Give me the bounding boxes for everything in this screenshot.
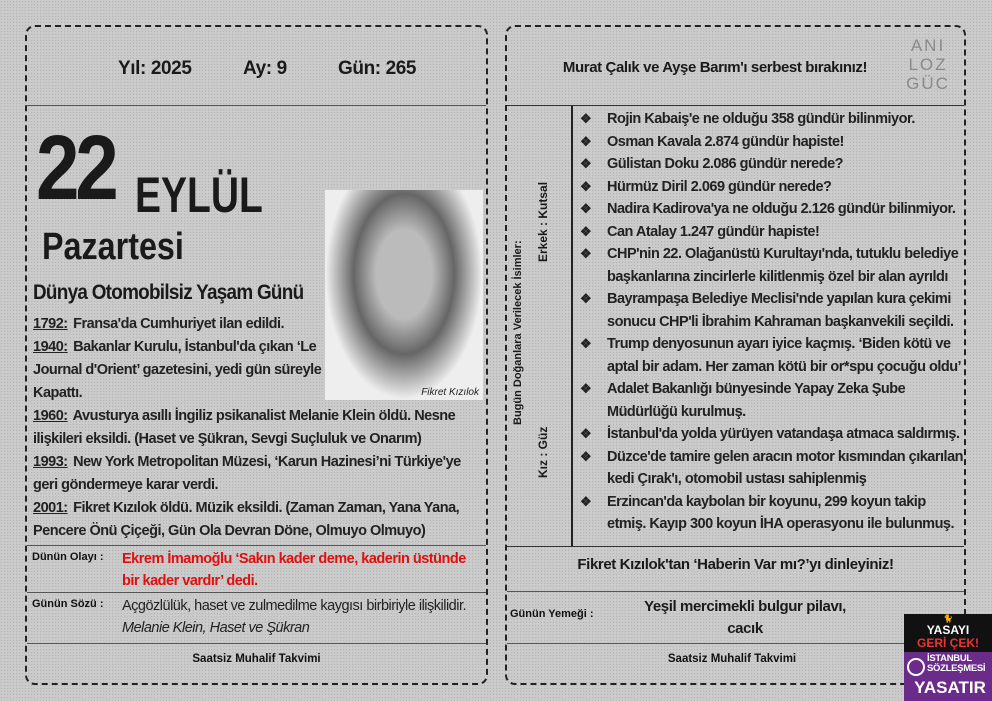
portrait-photo <box>325 190 483 400</box>
header-message: Murat Çalık ve Ayşe Barım'ı serbest bırakınız! <box>562 59 868 76</box>
bullet-icon: ❖ <box>580 246 592 261</box>
divider <box>507 105 964 106</box>
news-item: ❖ Adalet Bakanlığı bünyesinde Yapay Zeka Şube Müdürlüğü kurulmuş. <box>572 378 965 423</box>
event-year: 2001: <box>33 500 68 516</box>
campaign-badge <box>904 614 992 701</box>
day-number: 22 <box>36 117 115 219</box>
event-text: Fikret Kızılok öldü. Müzik eksildi. (Zaman Zaman, Yana Yana, Pencere Önü Çiçeği, Gün Ola Devran Döne, Olmuyo Olmuyo) <box>33 500 460 539</box>
names-title: Bugün Doğanlara Verilecek İsimler: <box>512 240 524 425</box>
event-text: Bakanlar Kurulu, İstanbul'da çıkan ‘Le Journal d'Orient’ gazetesini, yedi gün süreyle Kapattı. <box>33 339 322 401</box>
photo-caption: Fikret Kızılok <box>421 387 479 398</box>
cat-dog-icon: 🐈 <box>943 614 953 623</box>
news-item: ❖ Gülistan Doku 2.086 gündür nerede? <box>572 153 965 176</box>
month-label: Ay: 9 <box>243 58 287 79</box>
bullet-icon: ❖ <box>580 493 592 509</box>
news-item: ❖ Osman Kavala 2.874 gündür hapiste! <box>572 131 965 154</box>
news-item: ❖ Rojin Kabaiş'e ne olduğu 358 gündür bilinmiyor. <box>572 108 965 131</box>
bullet-icon: ❖ <box>580 381 592 396</box>
divider <box>27 105 486 106</box>
male-name: Erkek : Kutsal <box>536 181 550 262</box>
yesterday-event: Ekrem İmamoğlu ‘Sakın kader deme, kaderin üstünde bir kader vardır’ dedi. <box>122 551 466 589</box>
bullet-icon: ❖ <box>580 111 592 126</box>
bullet-icon: ❖ <box>580 448 592 464</box>
venus-icon <box>907 658 925 676</box>
event-text: New York Metropolitan Müzesi, ‘Karun Hazinesi’ni Türkiye'ye geri göndermeye karar verdi. <box>33 454 461 493</box>
news-item: ❖ İstanbul'da yolda yürüyen vatandaşa atmaca saldırmış. <box>572 423 965 446</box>
divider <box>507 643 964 644</box>
event-1792 <box>33 313 333 336</box>
event-1960 <box>33 405 483 451</box>
event-text: Avusturya asıllı İngiliz psikanalist Melanie Klein öldü. Nesne ilişkileri eksildi. (Haset ve Şükran, Sevgi Suçluluk ve Onarım) <box>33 408 456 447</box>
event-1993 <box>33 451 483 497</box>
event-1940 <box>33 336 323 405</box>
bullet-icon: ❖ <box>580 133 592 149</box>
female-name: Kız : Güz <box>536 426 550 478</box>
badge-line2: GERİ ÇEK! <box>916 636 979 650</box>
meal-text: Yeşil mercimekli bulgur pilavı, cacık <box>644 598 846 637</box>
right-footer: Saatsiz Muhalif Takvimi <box>667 653 797 665</box>
day-of-year-label: Gün: 265 <box>338 58 417 79</box>
quote-source: Melanie Klein, Haset ve Şükran <box>122 620 310 636</box>
badge-line4: YASATIR <box>914 678 986 697</box>
divider <box>507 591 964 592</box>
event-year: 1792: <box>33 316 68 332</box>
meal-label: Günün Yemeği : <box>510 608 594 620</box>
news-item: ❖ Nadira Kadirova'ya ne olduğu 2.126 gündür bilinmiyor. <box>572 198 965 221</box>
news-item: ❖ Düzce'de tamire gelen aracın motor kısmından çıkarılan kedi Çırak'ı, otomobil ustası sahiplenmiş <box>572 446 965 491</box>
badge-line1: YASAYI <box>926 623 970 637</box>
month-name: EYLÜL <box>135 167 263 223</box>
news-item: ❖ Trump denyosunun ayarı iyice kaçmış. ‘Biden kötü ve aptal bir adam. Her zaman kötü bir or*spu çocuğu oldu’ <box>572 333 965 378</box>
bullet-icon: ❖ <box>580 223 592 239</box>
news-item: ❖ Erzincan'da kaybolan bir koyunu, 299 koyun takip etmiş. Kayıp 300 koyun İHA operasyonu ile bulunmuş. <box>572 491 965 536</box>
left-footer: Saatsiz Muhalif Takvimi <box>192 653 321 665</box>
event-year: 1960: <box>33 408 68 424</box>
news-item: ❖ Hürmüz Diril 2.069 gündür nerede? <box>572 176 965 199</box>
bullet-icon: ❖ <box>580 178 592 194</box>
event-year: 1940: <box>33 339 68 355</box>
weekday: Pazartesi <box>42 226 184 268</box>
bullet-icon: ❖ <box>580 336 592 351</box>
bullet-icon: ❖ <box>580 156 592 171</box>
music-note: Fikret Kızılok'tan ‘Haberin Var mı?’yı dinleyiniz! <box>577 556 894 573</box>
news-item: ❖ CHP'nin 22. Olağanüstü Kurultayı'nda, tutuklu belediye başkanlarına zincirlerle kilitlenmiş özel bir alan ayrıldı <box>572 243 965 288</box>
event-2001 <box>33 497 463 543</box>
divider <box>27 545 486 546</box>
special-day: Dünya Otomobilsiz Yaşam Günü <box>33 281 304 304</box>
quote <box>122 595 472 639</box>
divider <box>27 592 486 593</box>
divider <box>507 546 964 547</box>
event-text: Fransa'da Cumhuriyet ilan edildi. <box>73 316 285 332</box>
quote-text: Açgözlülük, haset ve zulmedilme kaygısı birbiriyle ilişkilidir. <box>122 598 467 614</box>
news-list <box>572 108 965 536</box>
quote-label: Günün Sözü : <box>32 598 104 610</box>
badge-line3: İSTANBUL SÖZLEŞMESİ <box>927 653 986 674</box>
event-year: 1993: <box>33 454 68 470</box>
year-label: Yıl: 2025 <box>118 58 192 79</box>
divider <box>27 643 486 644</box>
news-item: ❖ Can Atalay 1.247 gündür hapiste! <box>572 221 965 244</box>
news-item: ❖ Bayrampaşa Belediye Meclisi'nde yapılan kura çekimi sonucu CHP'li İbrahim Kahraman başkanvekili seçildi. <box>572 288 965 333</box>
bullet-icon: ❖ <box>580 426 592 441</box>
bullet-icon: ❖ <box>580 201 592 216</box>
bullet-icon: ❖ <box>580 291 592 306</box>
event-label: Dünün Olayı : <box>32 551 104 563</box>
logo: ANI LOZ GÜC <box>906 36 950 93</box>
